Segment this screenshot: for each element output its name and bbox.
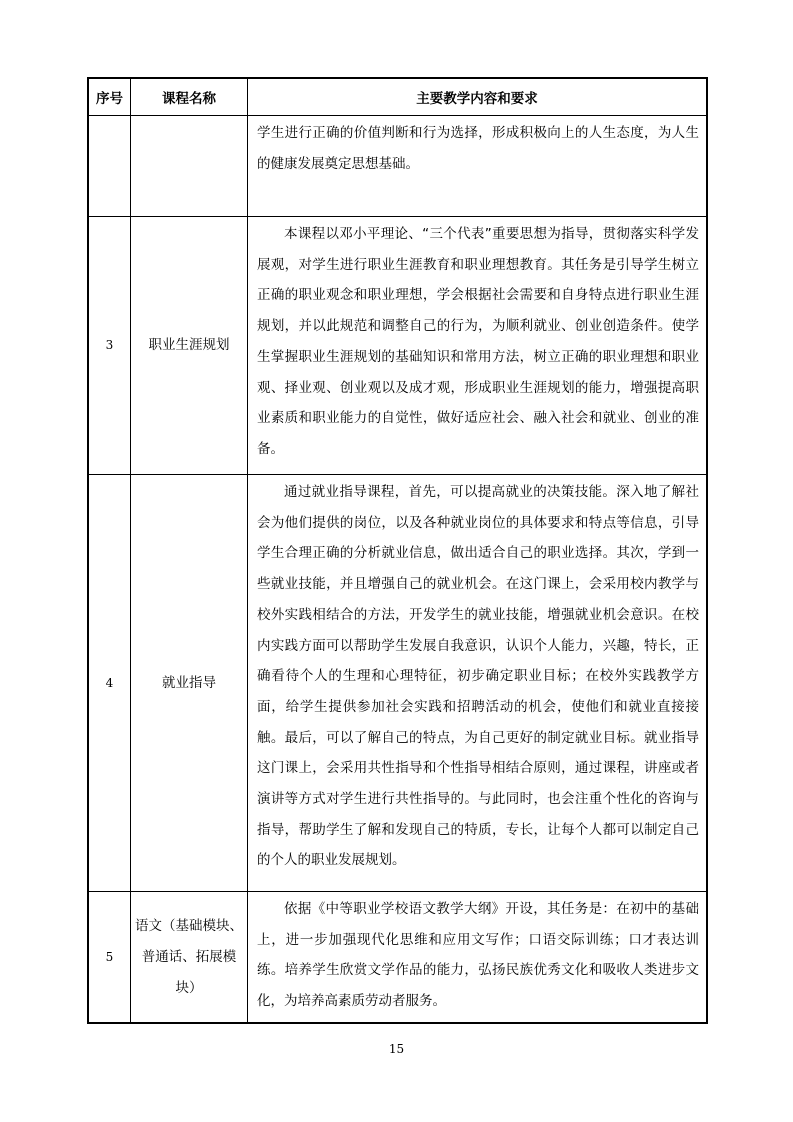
table-row — [89, 475, 706, 892]
row-course-name — [131, 116, 248, 216]
row-no: 4 — [89, 475, 131, 891]
row-no — [89, 116, 131, 216]
row-content: 本课程以邓小平理论、“三个代表”重要思想为指导，贯彻落实科学发展观，对学生进行职业生涯教育和职业理想教育。其任务是引导学生树立正确的职业观念和职业理想，学会根据社会需要和自身特点进行职业生涯规划，并以此规范和调整自己的行为，为顺利就业、创业创造条件。使学生掌握职业生涯规划的基础知识和常用方法，树立正确的职业理想和职业观、择业观、创业观以及成才观，形成职业生涯规划的能力，增强提高职业素质和职业能力的自觉性，做好适应社会、融入社会和就业、创业的准备。 — [257, 226, 699, 457]
course-table — [87, 77, 708, 1024]
header-course-name: 课程名称 — [131, 79, 248, 115]
table-row — [89, 116, 706, 217]
row-no: 5 — [89, 892, 131, 1022]
row-no: 3 — [89, 217, 131, 474]
row-content: 通过就业指导课程，首先，可以提高就业的决策技能。深入地了解社会为他们提供的岗位，以及各种就业岗位的具体要求和特点等信息，引导学生合理正确的分析就业信息，做出适合自己的职业选择。其次，学到一些就业技能，并且增强自己的就业机会。在这门课上，会采用校内教学与校外实践相结合的方法，开发学生的就业技能，增强就业机会意识。在校内实践方面可以帮助学生发展自我意识，认识个人能力，兴趣，特长，正确看待个人的生理和心理特征，初步确定职业目标；在校外实践教学方面，给学生提供参加社会实践和招聘活动的机会，使他们和就业直接接触。最后，可以了解自己的特点，为自己更好的制定就业目标。就业指导这门课上，会采用共性指导和个性指导相结合原则，通过课程，讲座或者演讲等方式对学生进行共性指导的。与此同时，也会注重个性化的咨询与指导，帮助学生了解和发现自己的特质，专长，让每个人都可以制定自己的个人的职业发展规划。 — [257, 484, 699, 869]
header-no: 序号 — [89, 79, 131, 115]
table-header-row — [89, 79, 706, 116]
page-number: 15 — [388, 1042, 405, 1056]
row-course-name: 就业指导 — [131, 475, 248, 891]
header-content: 主要教学内容和要求 — [416, 91, 538, 107]
row-content: 依据《中等职业学校语文教学大纲》开设，其任务是：在初中的基础上，进一步加强现代化思维和应用文写作；口语交际训练；口才表达训练。培养学生欣赏文学作品的能力，弘扬民族优秀文化和吸收人类进步文化，为培养高素质劳动者服务。 — [257, 901, 699, 1010]
row-course-name: 职业生涯规划 — [131, 217, 248, 474]
row-content: 学生进行正确的价值判断和行为选择，形成积极向上的人生态度，为人生的健康发展奠定思想基础。 — [257, 125, 699, 172]
table-row — [89, 892, 706, 1022]
row-course-name: 语文（基础模块、普通话、拓展模块） — [131, 892, 248, 1022]
table-row — [89, 217, 706, 475]
